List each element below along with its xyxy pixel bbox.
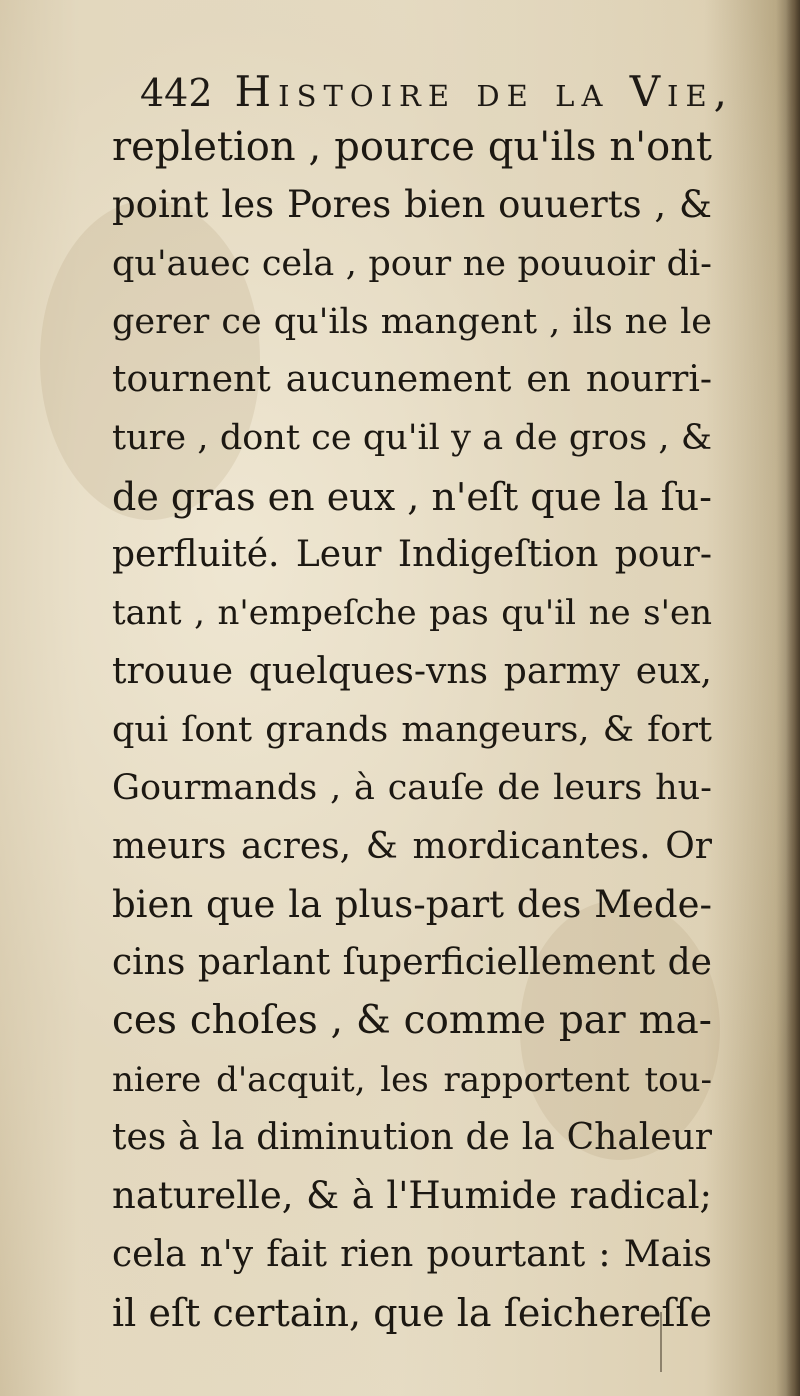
running-title: Histoire de la Vie, [234, 67, 735, 116]
page-number: 442 [140, 71, 213, 115]
body-text [112, 118, 712, 1342]
text-line: niere d'acquit, les rapportent tou- [112, 1059, 712, 1100]
text-line: Gourmands , à cauſe de leurs hu- [112, 768, 712, 809]
text-line: qu'auec cela , pour ne pouuoir di- [112, 243, 712, 284]
text-line: trouue quelques-vns parmy eux, [112, 650, 712, 692]
margin-mark [660, 1312, 702, 1372]
text-line: gerer ce qu'ils mangent , ils ne le [112, 301, 712, 342]
text-line: de gras en eux , n'eſt que la ſu- [112, 474, 712, 519]
text-line: il eſt certain, que la ſeichereſſe [112, 1290, 712, 1335]
text-line: repletion , pource qu'ils n'ont [112, 124, 712, 170]
text-line: cins parlant ſuperficiellement de [112, 942, 712, 984]
text-line: ces choſes , & comme par ma- [112, 998, 712, 1044]
text-line: tant , n'empeſche pas qu'il ne s'en [112, 593, 712, 634]
page-gutter-shadow [786, 0, 800, 1396]
text-line: qui ſont grands mangeurs, & fort [112, 709, 712, 750]
text-line: naturelle, & à l'Humide radical; [112, 1174, 712, 1218]
text-line: point les Pores bien ouuerts , & [112, 183, 712, 227]
text-line: cela n'y fait rien pourtant : Mais [112, 1233, 712, 1275]
text-line: tournent aucunement en nourri- [112, 359, 712, 401]
text-line: bien que la plus-part des Mede- [112, 882, 712, 926]
running-header [140, 62, 735, 122]
text-line: perfluité. Leur Indigeſtion pour- [112, 534, 712, 576]
text-line: meurs acres, & mordicantes. Or [112, 825, 712, 867]
text-line: tes à la diminution de la Chaleur [112, 1117, 712, 1159]
text-line: ture , dont ce qu'il y a de gros , & [112, 418, 712, 459]
